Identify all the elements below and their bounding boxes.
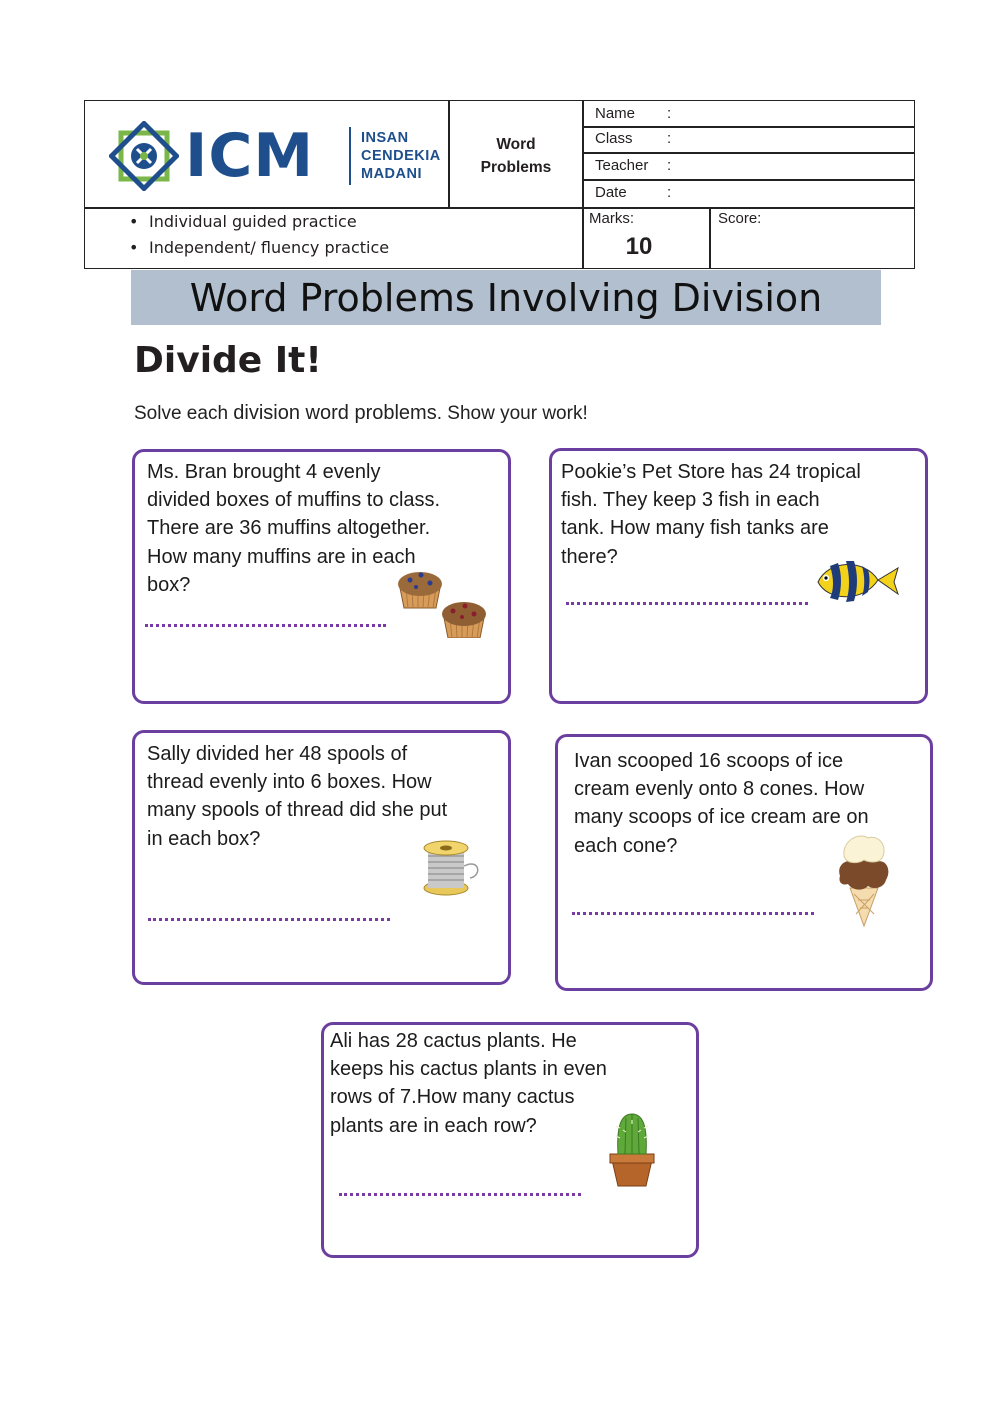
instructions (134, 402, 588, 425)
problem-line: Ivan scooped 16 scoops of ice (574, 750, 844, 772)
practice-list (129, 209, 389, 261)
score-field[interactable]: Score: (718, 210, 762, 227)
name-label: Name (595, 105, 636, 122)
problem-line: Pookie’s Pet Store has 24 tropical (561, 461, 861, 483)
date-colon: : (667, 184, 672, 201)
problem-line: fish. They keep 3 fish in each (561, 489, 820, 512)
thread-spool-icon (420, 838, 484, 898)
section-title: Divide It! (134, 340, 322, 381)
problem-line: plants are in each row? (330, 1114, 537, 1137)
teacher-colon: : (667, 157, 672, 174)
problem-line: How many muffins are in each (147, 545, 416, 568)
instructions-part-2: division word problems (233, 402, 437, 424)
problem-line: many scoops of ice cream are on (574, 806, 869, 829)
marks-label: Marks: (589, 210, 634, 227)
problem-line: divided boxes of muffins to class. (147, 489, 441, 512)
problem-line: cream evenly onto 8 cones. How (574, 778, 865, 801)
problem-line: many spools of thread did she put (147, 799, 448, 822)
worksheet-title: Word Problems Involving Division (189, 276, 823, 320)
logo-line-1: INSAN (361, 130, 409, 146)
date-label: Date (595, 184, 627, 201)
logo-abbreviation: ICM (185, 121, 315, 191)
answer-line-2[interactable] (566, 602, 808, 605)
teacher-label: Teacher (595, 157, 649, 174)
problem-line: rows of 7.How many cactus (330, 1086, 575, 1109)
problem-line: each cone? (574, 834, 678, 857)
problem-line: Ali has 28 cactus plants. He (330, 1030, 577, 1052)
title-banner (131, 270, 881, 325)
answer-line-4[interactable] (572, 912, 814, 915)
answer-line-1[interactable] (145, 624, 386, 627)
name-field[interactable] (595, 104, 672, 124)
problem-line: Sally divided her 48 spools of (147, 743, 408, 765)
muffin-icon (394, 564, 489, 638)
logo-line-2: CENDEKIA (361, 148, 441, 164)
problem-line: there? (561, 545, 618, 568)
answer-line-5[interactable] (339, 1193, 581, 1196)
problem-line: in each box? (147, 827, 261, 850)
problem-line: thread evenly into 6 boxes. How (147, 771, 432, 794)
logo-star-icon (109, 121, 179, 191)
subject-title-line-1: Word (496, 136, 536, 153)
problem-line: tank. How many fish tanks are (561, 517, 829, 540)
answer-line-3[interactable] (148, 918, 390, 921)
logo-divider (349, 127, 351, 185)
practice-item: • Individual guided practice (129, 209, 389, 235)
date-field[interactable] (595, 183, 672, 203)
instructions-part-3: . Show your work! (436, 403, 588, 424)
logo-line-3: MADANI (361, 166, 422, 182)
fish-icon (814, 556, 902, 606)
practice-item: • Independent/ fluency practice (129, 235, 389, 261)
header-table (84, 100, 915, 269)
problem-line: box? (147, 573, 191, 596)
instructions-part-1: Solve each (134, 403, 234, 424)
problem-line: There are 36 muffins altogether. (147, 517, 431, 540)
problem-text-2 (561, 458, 861, 571)
class-label: Class (595, 130, 633, 147)
header-divider (709, 208, 711, 268)
header-divider (582, 126, 914, 128)
name-colon: : (667, 105, 672, 122)
class-colon: : (667, 130, 672, 147)
problem-text-3 (147, 740, 447, 853)
problem-text-4 (574, 747, 869, 860)
problem-line: keeps his cactus plants in even (330, 1058, 607, 1081)
class-field[interactable] (595, 129, 672, 149)
subject-title-line-2: Problems (480, 159, 552, 176)
subject-title (449, 133, 583, 179)
teacher-field[interactable] (595, 156, 672, 176)
header-divider (582, 152, 914, 154)
header-divider (582, 179, 914, 181)
school-logo (109, 121, 441, 191)
ice-cream-icon (834, 830, 894, 928)
problem-text-5 (330, 1027, 607, 1140)
cactus-icon (606, 1110, 658, 1188)
problem-line: Ms. Bran brought 4 evenly (147, 461, 381, 483)
marks-value: 10 (625, 233, 653, 260)
